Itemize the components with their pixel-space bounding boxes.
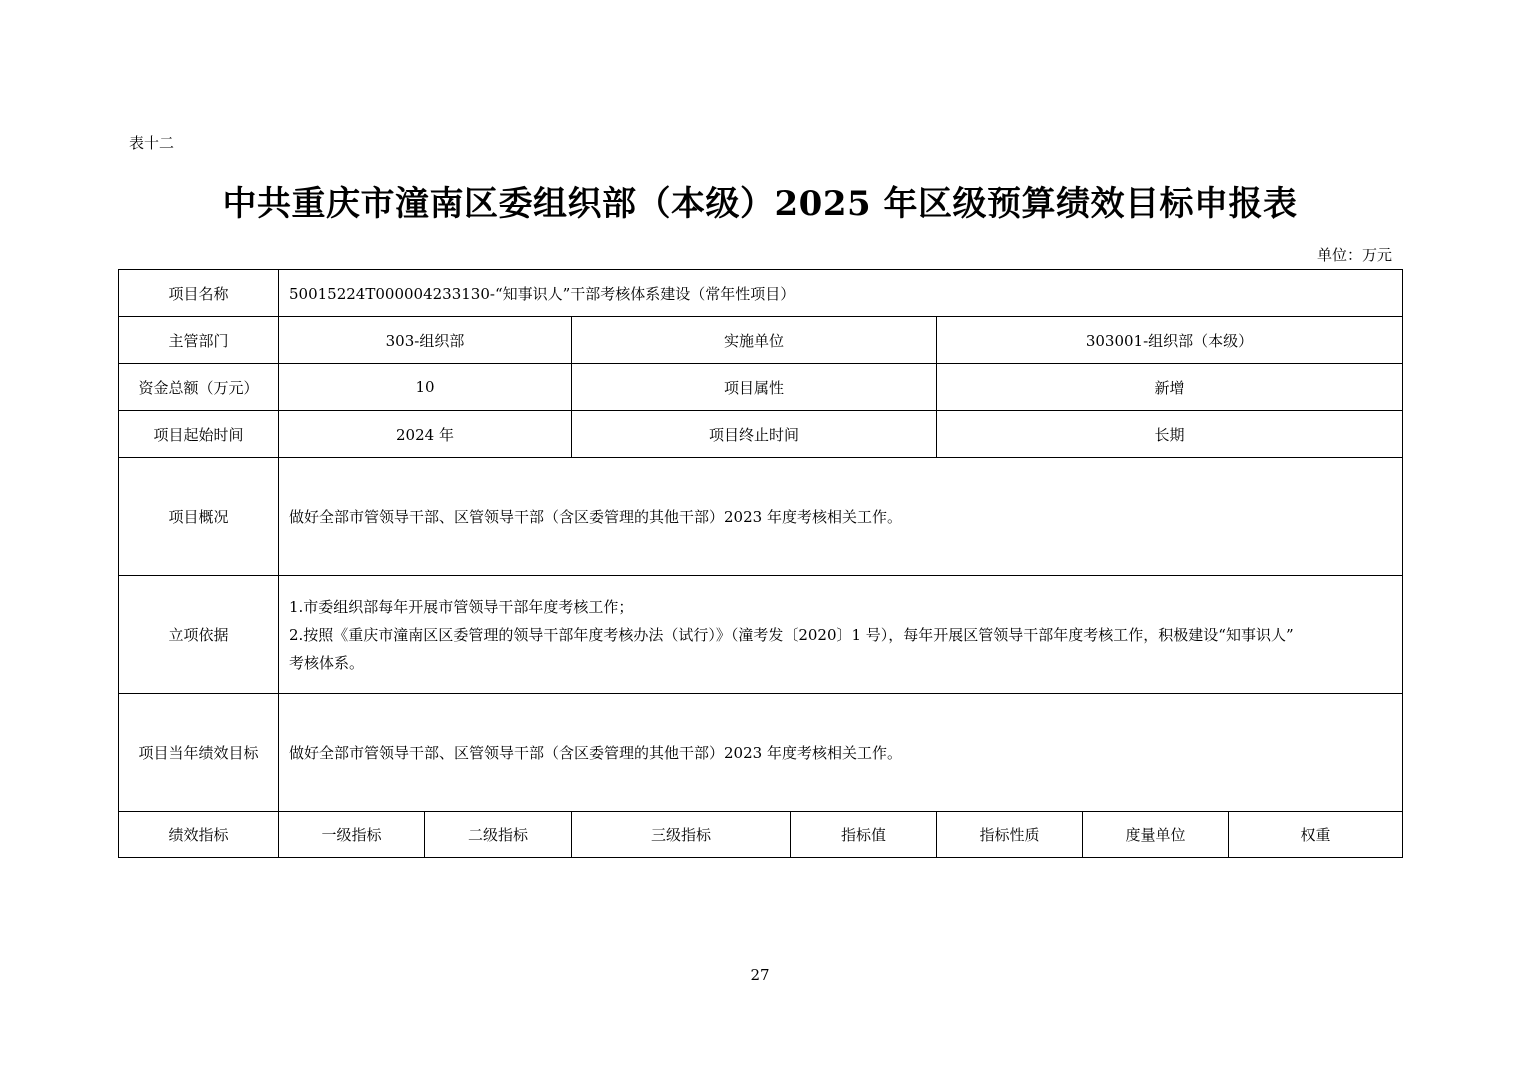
attribute-label: 项目属性 (572, 364, 937, 411)
indicator-header: 二级指标 (425, 812, 572, 858)
goal-value: 做好全部市管领导干部、区管领导干部（含区委管理的其他干部）2023 年度考核相关工作。 (279, 694, 1403, 812)
indicators-label: 绩效指标 (119, 812, 279, 858)
row-indicators (119, 812, 1403, 858)
indicator-header: 一级指标 (279, 812, 425, 858)
start-time-label: 项目起始时间 (119, 411, 279, 458)
declaration-table (118, 269, 1403, 858)
row-funds (119, 364, 1403, 411)
department-value: 303-组织部 (279, 317, 572, 364)
project-name-value: 50015224T000004233130-“知事识人”干部考核体系建设（常年性项目） (279, 270, 1403, 317)
implementer-label: 实施单位 (572, 317, 937, 364)
unit-label: 单位：万元 (1316, 246, 1392, 264)
basis-label: 立项依据 (119, 576, 279, 694)
goal-label: 项目当年绩效目标 (119, 694, 279, 812)
row-project-name (119, 270, 1403, 317)
basis-line: 考核体系。 (289, 653, 365, 672)
page-number: 27 (750, 966, 770, 984)
indicator-header: 度量单位 (1083, 812, 1229, 858)
funds-label: 资金总额（万元） (119, 364, 279, 411)
indicator-header: 权重 (1229, 812, 1403, 858)
row-time (119, 411, 1403, 458)
indicator-header: 指标性质 (937, 812, 1083, 858)
basis-value (279, 576, 1403, 694)
attribute-value: 新增 (937, 364, 1403, 411)
funds-value: 10 (279, 364, 572, 411)
end-time-label: 项目终止时间 (572, 411, 937, 458)
basis-line: 1.市委组织部每年开展市管领导干部年度考核工作； (289, 597, 634, 616)
row-goal (119, 694, 1403, 812)
row-basis (119, 576, 1403, 694)
overview-value: 做好全部市管领导干部、区管领导干部（含区委管理的其他干部）2023 年度考核相关工作。 (279, 458, 1403, 576)
implementer-value: 303001-组织部（本级） (937, 317, 1403, 364)
row-department (119, 317, 1403, 364)
project-name-label: 项目名称 (119, 270, 279, 317)
row-overview (119, 458, 1403, 576)
indicator-header: 指标值 (791, 812, 937, 858)
page-title: 中共重庆市潼南区委组织部（本级）2025 年区级预算绩效目标申报表 (222, 184, 1298, 224)
basis-line: 2.按照《重庆市潼南区区委管理的领导干部年度考核办法（试行）》（潼考发〔2020〕1 号），每年开展区管领导干部年度考核工作，积极建设“知事识人” (289, 625, 1294, 644)
start-time-value: 2024 年 (279, 411, 572, 458)
department-label: 主管部门 (119, 317, 279, 364)
table-label: 表十二 (129, 134, 175, 152)
end-time-value: 长期 (937, 411, 1403, 458)
overview-label: 项目概况 (119, 458, 279, 576)
indicator-header: 三级指标 (572, 812, 791, 858)
